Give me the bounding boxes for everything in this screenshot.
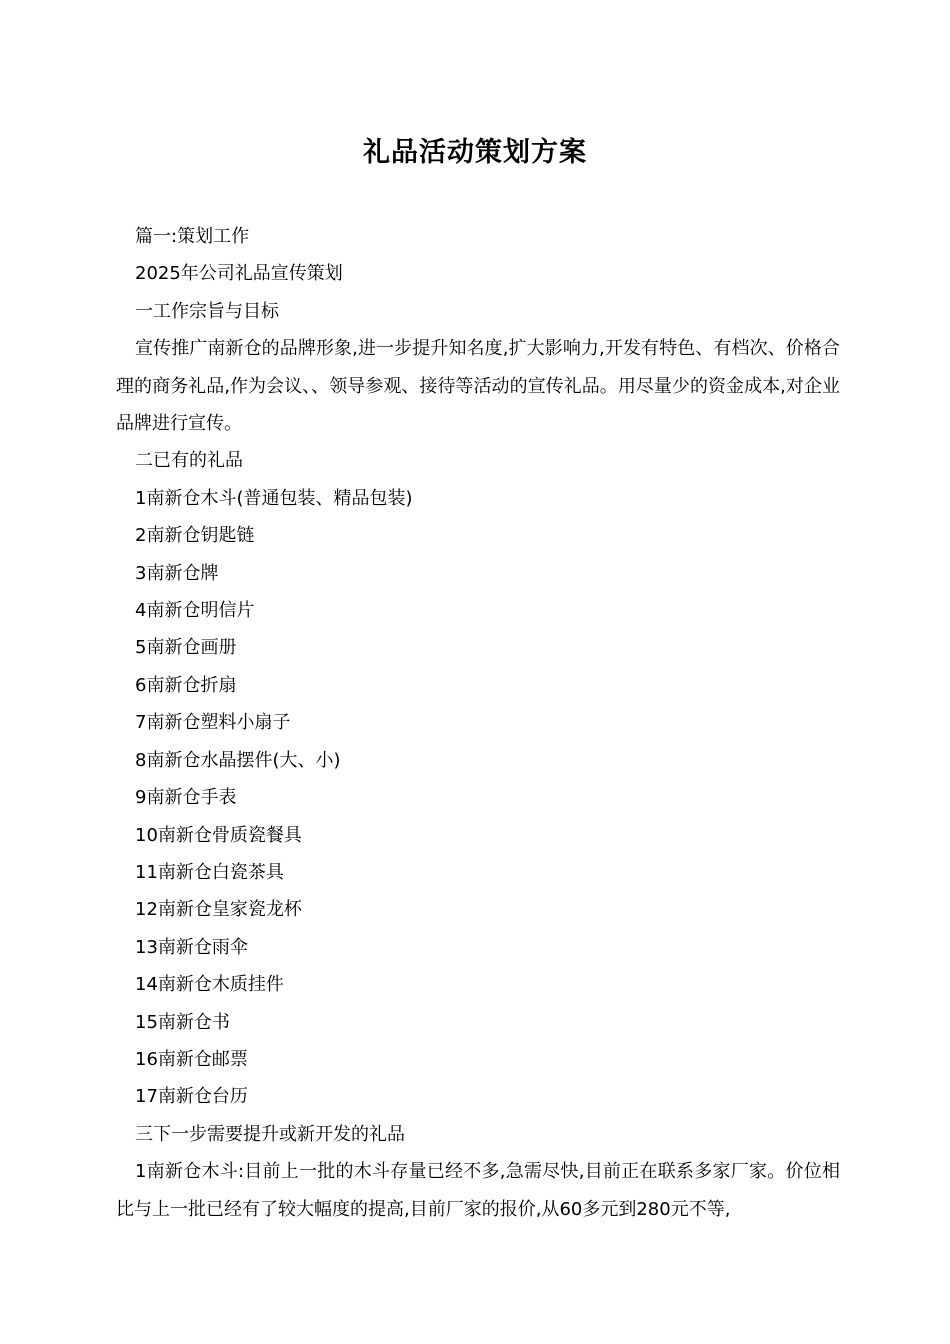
- section-heading: 三下一步需要提升或新开发的礼品: [135, 1123, 405, 1145]
- section-heading: 二已有的礼品: [135, 450, 243, 472]
- section-heading: 篇一:策划工作: [135, 226, 250, 247]
- paragraph: 1南新仓木斗:目前上一批的木斗存量已经不多,急需尽快,目前正在联系多家厂家。价位相比与上一批已经有了较大幅度的提高,目前厂家的报价,从60多元到280元不等,: [116, 1161, 840, 1220]
- paragraph: 宣传推广南新仓的品牌形象,进一步提升知名度,扩大影响力,开发有特色、有档次、价格合理的商务礼品,作为会议、、领导参观、接待等活动的宣传礼品。用尽量少的资金成本,对企业品牌进行宣传。: [116, 338, 840, 435]
- list-item: 7南新仓塑料小扇子: [135, 712, 291, 734]
- list-item: 15南新仓书: [135, 1011, 230, 1033]
- list-item: 3南新仓牌: [135, 562, 219, 584]
- paragraph: 2025年公司礼品宣传策划: [135, 263, 343, 285]
- list-item: 5南新仓画册: [135, 637, 237, 659]
- list-item: 13南新仓雨伞: [135, 936, 248, 958]
- list-item: 6南新仓折扇: [135, 674, 237, 696]
- list-item: 14南新仓木质挂件: [135, 974, 284, 996]
- list-item: 2南新仓钥匙链: [135, 525, 255, 547]
- list-item: 11南新仓白瓷茶具: [135, 861, 284, 883]
- list-item: 12南新仓皇家瓷龙杯: [135, 899, 302, 921]
- list-item: 4南新仓明信片: [135, 600, 255, 622]
- list-item: 17南新仓台历: [135, 1086, 248, 1108]
- document-body: [116, 218, 840, 1228]
- list-item: 8南新仓水晶摆件(大、小): [135, 749, 341, 771]
- document-title: 礼品活动策划方案: [363, 137, 587, 168]
- section-heading: 一工作宗旨与目标: [135, 300, 279, 322]
- list-item: 10南新仓骨质瓷餐具: [135, 824, 302, 846]
- list-item: 16南新仓邮票: [135, 1048, 248, 1070]
- list-item: 9南新仓手表: [135, 787, 237, 809]
- list-item: 1南新仓木斗(普通包装、精品包装): [135, 487, 413, 509]
